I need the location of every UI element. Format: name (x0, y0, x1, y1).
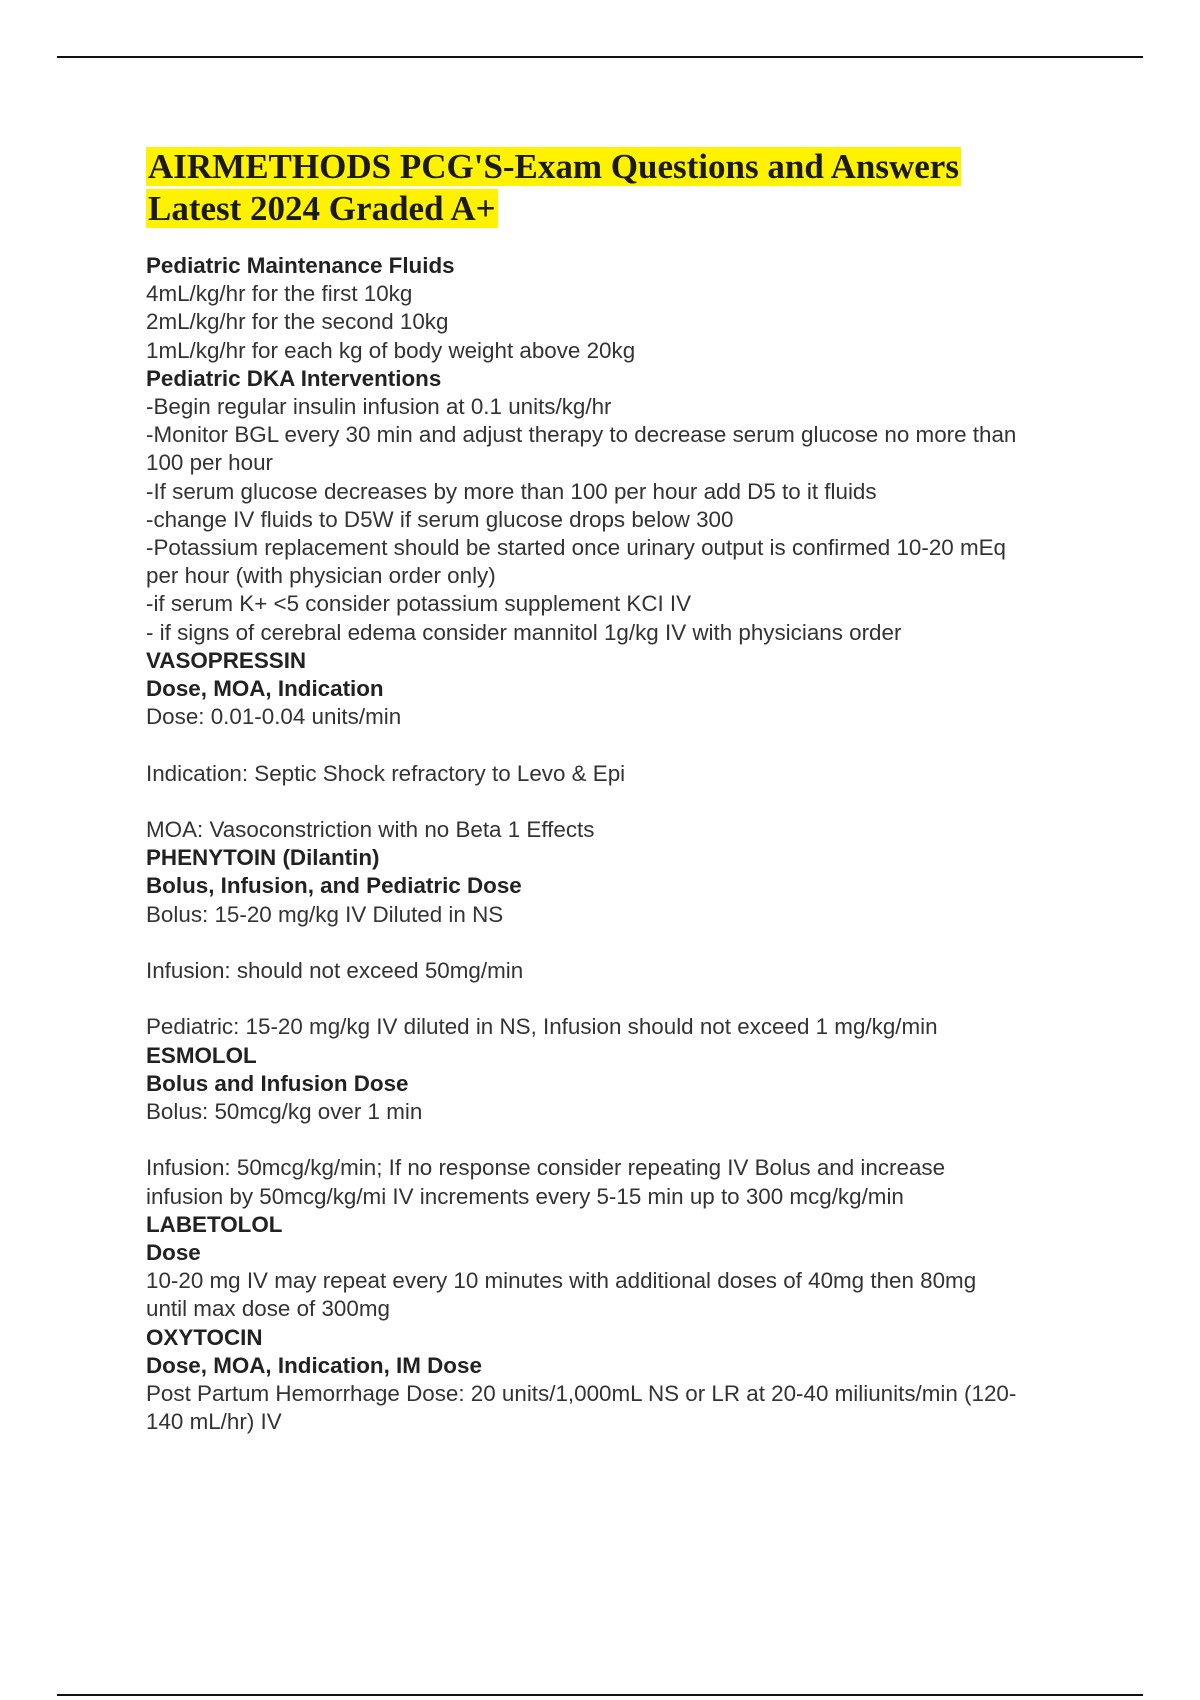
question-heading: Dose (146, 1240, 201, 1266)
answer-line: -if serum K+ <5 consider potassium supplement KCI IV (146, 591, 692, 617)
answer-line: Dose: 0.01-0.04 units/min (146, 704, 402, 730)
answer-line: Indication: Septic Shock refractory to Levo & Epi (146, 760, 626, 786)
document-body (146, 252, 1106, 1436)
header-rule (57, 56, 1143, 58)
answer-line: -Potassium replacement should be started once urinary output is confirmed 10-20 mEq (146, 535, 1006, 561)
answer-line: 4mL/kg/hr for the first 10kg (146, 281, 413, 307)
blank-line (146, 1126, 1106, 1154)
answer-line: -Monitor BGL every 30 min and adjust therapy to decrease serum glucose no more than (146, 422, 1017, 448)
question-heading: VASOPRESSIN (146, 647, 307, 673)
document-title (146, 146, 1106, 230)
title-line-1: AIRMETHODS PCG'S-Exam Questions and Answers (148, 147, 959, 186)
question-heading: Bolus and Infusion Dose (146, 1070, 409, 1096)
title-line-2: Latest 2024 Graded A+ (148, 189, 496, 228)
question-heading: Bolus, Infusion, and Pediatric Dose (146, 873, 522, 899)
answer-line: Post Partum Hemorrhage Dose: 20 units/1,000mL NS or LR at 20-40 miliunits/min (120- (146, 1381, 1017, 1407)
answer-line: 10-20 mg IV may repeat every 10 minutes with additional doses of 40mg then 80mg (146, 1268, 977, 1294)
answer-line: per hour (with physician order only) (146, 563, 496, 589)
question-heading: Pediatric Maintenance Fluids (146, 253, 455, 278)
answer-line: Infusion: should not exceed 50mg/min (146, 958, 524, 984)
answer-line: Bolus: 15-20 mg/kg IV Diluted in NS (146, 901, 504, 927)
answer-line: Bolus: 50mcg/kg over 1 min (146, 1099, 423, 1125)
answer-line: -If serum glucose decreases by more than 100 per hour add D5 to it fluids (146, 478, 877, 504)
answer-line: - if signs of cerebral edema consider mannitol 1g/kg IV with physicians order (146, 619, 902, 645)
answer-line: 1mL/kg/hr for each kg of body weight above 20kg (146, 337, 636, 363)
question-heading: Pediatric DKA Interventions (146, 365, 442, 391)
answer-line: -Begin regular insulin infusion at 0.1 units/kg/hr (146, 394, 612, 420)
question-heading: ESMOLOL (146, 1042, 257, 1068)
answer-line: 100 per hour (146, 450, 273, 476)
document-page (146, 146, 1106, 1436)
answer-line: 140 mL/hr) IV (146, 1409, 282, 1435)
blank-line (146, 985, 1106, 1013)
answer-line: 2mL/kg/hr for the second 10kg (146, 309, 449, 335)
question-heading: Dose, MOA, Indication (146, 676, 384, 702)
answer-line: Pediatric: 15-20 mg/kg IV diluted in NS, Infusion should not exceed 1 mg/kg/min (146, 1014, 938, 1040)
question-heading: Dose, MOA, Indication, IM Dose (146, 1352, 482, 1378)
answer-line: infusion by 50mcg/kg/mi IV increments every 5-15 min up to 300 mcg/kg/min (146, 1183, 904, 1209)
question-heading: OXYTOCIN (146, 1324, 263, 1350)
blank-line (146, 731, 1106, 759)
answer-line: Infusion: 50mcg/kg/min; If no response consider repeating IV Bolus and increase (146, 1155, 946, 1181)
question-heading: PHENYTOIN (Dilantin) (146, 845, 380, 871)
footer-rule (57, 1694, 1143, 1696)
answer-line: MOA: Vasoconstriction with no Beta 1 Effects (146, 817, 595, 843)
question-heading: LABETOLOL (146, 1211, 283, 1237)
blank-line (146, 929, 1106, 957)
blank-line (146, 788, 1106, 816)
answer-line: -change IV fluids to D5W if serum glucose drops below 300 (146, 506, 734, 532)
answer-line: until max dose of 300mg (146, 1296, 390, 1322)
